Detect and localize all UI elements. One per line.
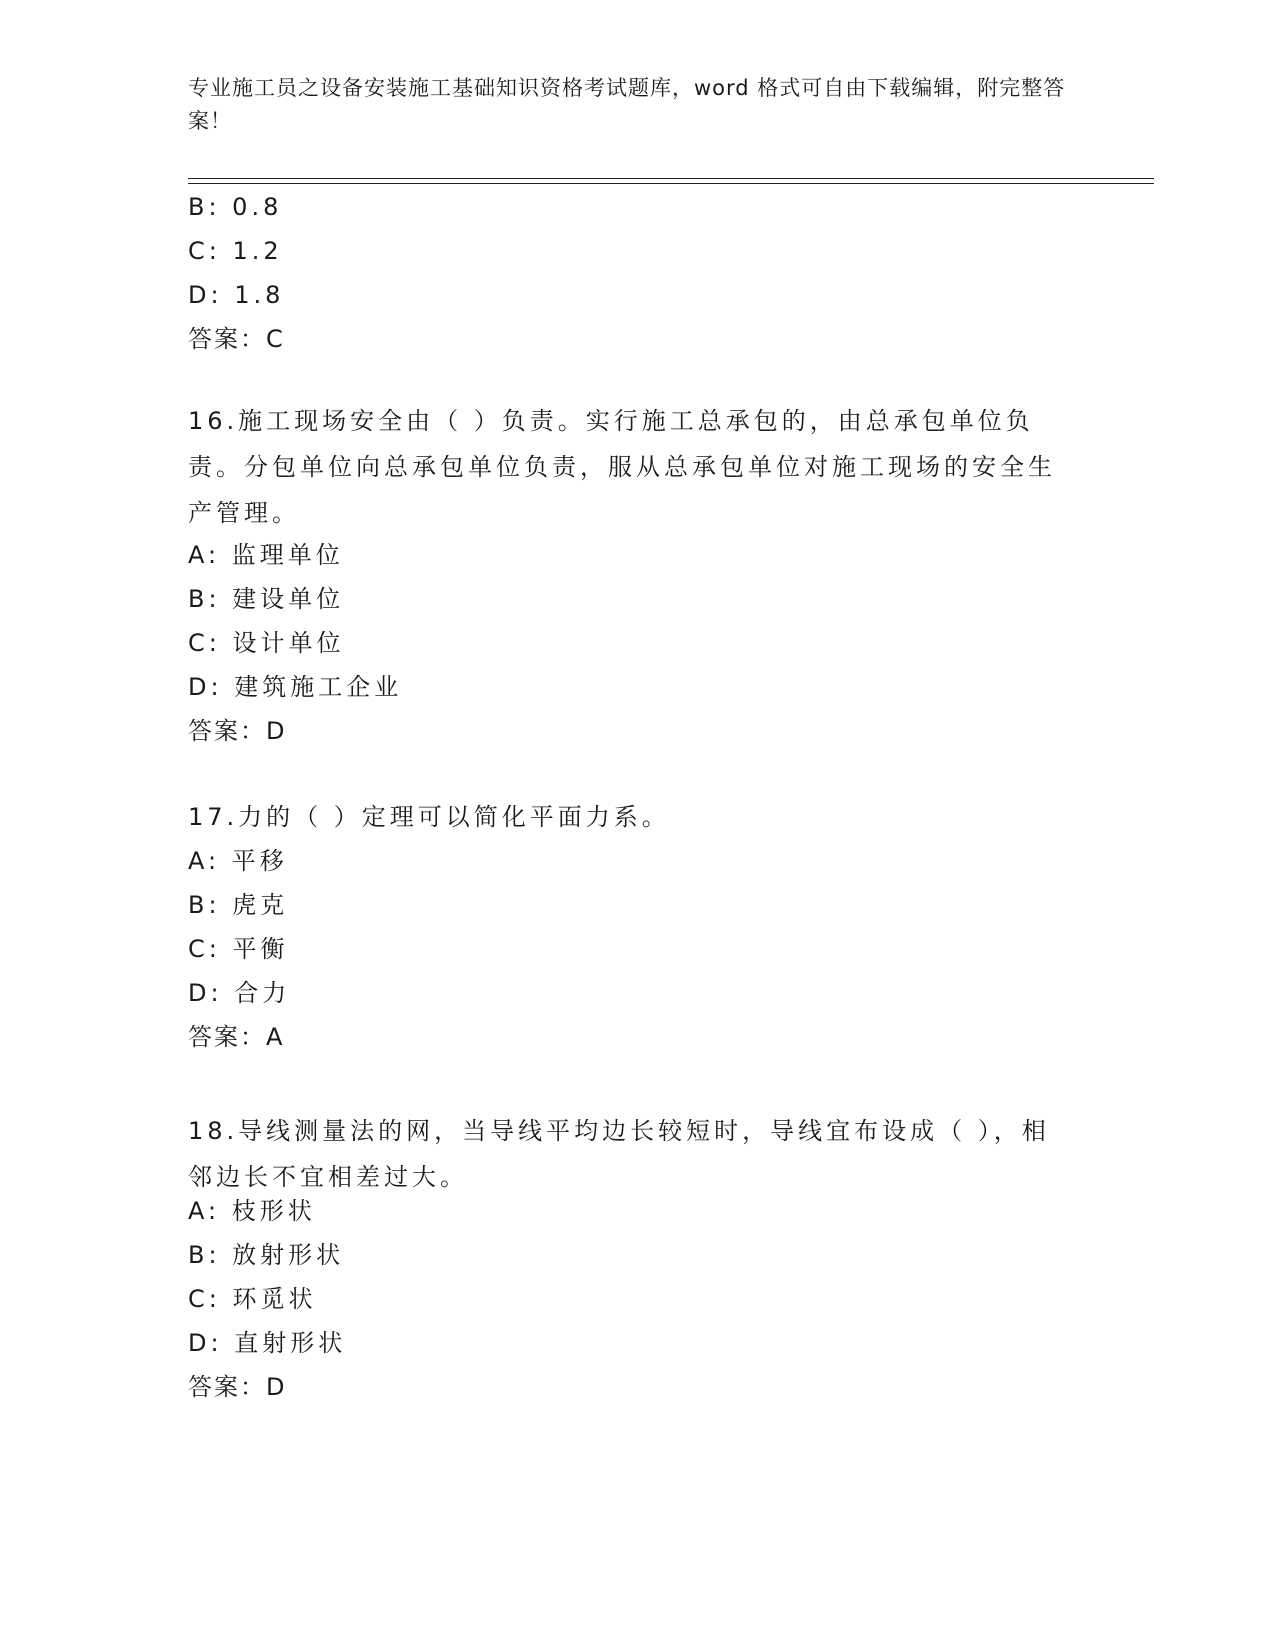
answer: 答案：C xyxy=(188,325,285,353)
header-divider-bottom xyxy=(188,183,1154,184)
option-d: D: 合力 xyxy=(188,979,291,1007)
option-c: C: 环觅状 xyxy=(188,1285,317,1313)
question-stem: 18.导线测量法的网，当导线平均边长较短时，导线宜布设成（ ），相邻边长不宜相差过大。 xyxy=(188,1117,1050,1191)
option-d: D: 1.8 xyxy=(188,281,285,309)
option-a: A: 枝形状 xyxy=(188,1197,316,1225)
option-c: C: 设计单位 xyxy=(188,629,345,657)
option-c: C: 1.2 xyxy=(188,237,283,265)
option-b: B: 放射形状 xyxy=(188,1241,345,1269)
option-b: B: 建设单位 xyxy=(188,585,345,613)
answer: 答案：D xyxy=(188,1373,287,1401)
option-d: D: 建筑施工企业 xyxy=(188,673,403,701)
option-b: B: 0.8 xyxy=(188,193,283,221)
answer: 答案：D xyxy=(188,717,287,745)
option-a: A: 平移 xyxy=(188,847,288,875)
question-stem: 17.力的（ ）定理可以简化平面力系。 xyxy=(188,803,670,831)
header-divider-top xyxy=(188,178,1154,179)
option-a: A: 监理单位 xyxy=(188,541,344,569)
option-c: C: 平衡 xyxy=(188,935,289,963)
option-d: D: 直射形状 xyxy=(188,1329,347,1357)
answer: 答案：A xyxy=(188,1023,285,1051)
question-stem: 16.施工现场安全由（ ）负责。实行施工总承包的，由总承包单位负责。分包单位向总承包单位负责，服从总承包单位对施工现场的安全生产管理。 xyxy=(188,407,1056,527)
document-header: 专业施工员之设备安装施工基础知识资格考试题库，word 格式可自由下载编辑，附完整答案！ xyxy=(188,76,1066,133)
option-b: B: 虎克 xyxy=(188,891,289,919)
